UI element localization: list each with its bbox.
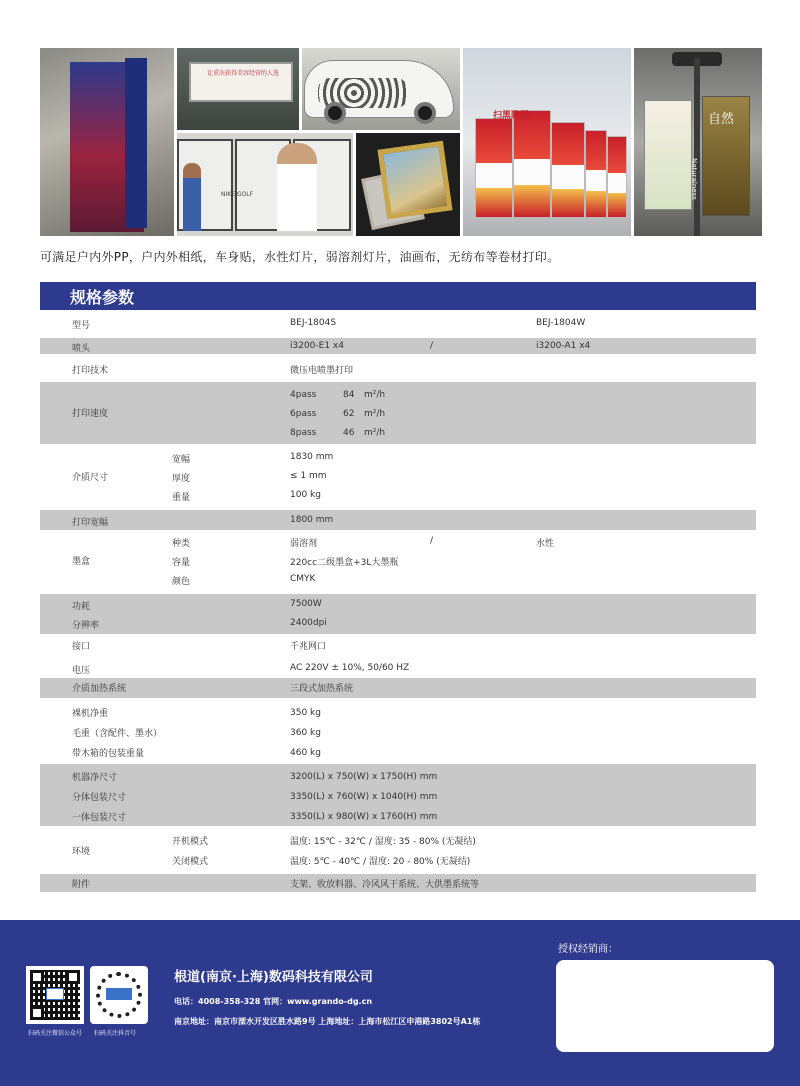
row-label: 接口 <box>72 642 91 652</box>
row-value: ≤ 1 mm <box>290 471 327 481</box>
row-value: 1800 mm <box>290 515 334 525</box>
pole-banner-sub-text: Naturalness <box>690 158 698 200</box>
douyin-code-caption: 扫码关注抖音号 <box>94 1030 137 1037</box>
table-row-environment <box>40 828 756 870</box>
row-value: BEJ-1804W <box>536 318 586 328</box>
product-photo-strip <box>40 48 762 236</box>
speed-unit: m²/h <box>364 409 386 419</box>
row-value: AC 220V ± 10%, 50/60 HZ <box>290 663 410 673</box>
table-row-media <box>40 448 756 508</box>
company-address: 南京地址：南京市溧水开发区胜水路9号 上海地址：上海市松江区申港路3802号A1栋 <box>174 1017 481 1026</box>
photo-bus-stop <box>177 48 299 130</box>
row-label: 电压 <box>72 666 91 676</box>
shirt-brand-text: NIKE GOLF <box>221 191 254 198</box>
row-separator: / <box>430 536 434 546</box>
row-label: 墨盒 <box>72 557 91 567</box>
row-label: 裸机净重 <box>72 709 109 719</box>
row-label: 功耗 <box>72 602 91 612</box>
row-label: 介质加热系统 <box>72 684 127 694</box>
row-value: 220cc二级墨盒+3L大墨瓶 <box>290 558 399 568</box>
row-sublabel: 种类 <box>172 539 191 549</box>
media-caption: 可满足户内外PP，户内外相纸，车身贴，水性灯片，弱溶剂灯片，油画布，无纺布等卷材打印。 <box>40 250 560 264</box>
dealer-label: 授权经销商： <box>558 944 618 955</box>
row-value: 弱溶剂 <box>290 539 318 549</box>
row-value: 微压电喷墨打印 <box>290 366 354 376</box>
row-label: 附件 <box>72 880 91 890</box>
row-value: 1830 mm <box>290 452 334 462</box>
row-value: 360 kg <box>290 728 321 738</box>
spec-section-header <box>40 282 756 310</box>
row-value: 温度: 15℃ - 32℃ / 湿度: 35 - 80% (无凝结) <box>290 837 476 847</box>
photo-rollup-banners <box>463 48 631 236</box>
row-value: 460 kg <box>290 748 321 758</box>
speed-value: 84 <box>343 390 355 400</box>
row-label: 分辨率 <box>72 621 100 631</box>
row-label: 喷头 <box>72 344 91 354</box>
contact-info: 电话：4008-358-328 官网：www.grando-dg.cn <box>174 997 373 1006</box>
row-value: 350 kg <box>290 708 321 718</box>
row-sublabel: 关闭模式 <box>172 857 209 867</box>
speed-value: 62 <box>343 409 355 419</box>
table-row-weight <box>40 700 756 762</box>
row-sublabel: 重量 <box>172 493 191 503</box>
photo-street-pole-banners <box>634 48 762 236</box>
row-label: 型号 <box>72 321 91 331</box>
row-value: CMYK <box>290 574 316 584</box>
row-value: BEJ-1804S <box>290 318 337 328</box>
speed-unit: m²/h <box>364 428 386 438</box>
footer-bar <box>0 920 800 1086</box>
table-row-heating <box>40 678 756 698</box>
pole-banner-main-text: 自然 <box>708 112 735 127</box>
table-row-accessories <box>40 874 756 892</box>
row-value: 3350(L) x 980(W) x 1760(H) mm <box>290 812 438 822</box>
photo-canvas-frames <box>356 133 460 236</box>
row-sublabel: 宽幅 <box>172 455 191 465</box>
table-row-tech <box>40 358 756 378</box>
row-sublabel: 厚度 <box>172 474 191 484</box>
row-label: 打印速度 <box>72 409 109 419</box>
table-row-power <box>40 594 756 634</box>
wechat-qr-caption: 扫码关注微信公众号 <box>28 1030 83 1037</box>
row-value: i3200-A1 x4 <box>536 341 591 351</box>
row-sublabel: 颜色 <box>172 577 191 587</box>
row-value: 水性 <box>536 539 555 549</box>
company-name: 根道(南京·上海)数码科技有限公司 <box>174 970 373 985</box>
row-label: 带木箱的包装重量 <box>72 749 145 759</box>
row-label: 打印技术 <box>72 366 109 376</box>
photo-lightbox-wall <box>177 133 353 236</box>
row-value: 2400dpi <box>290 618 327 628</box>
row-value: 千兆网口 <box>290 642 327 652</box>
row-label: 机器净尺寸 <box>72 773 118 783</box>
row-value: 3200(L) x 750(W) x 1750(H) mm <box>290 772 438 782</box>
row-value: 支架、收放料器、冷风风干系统、大供墨系统等 <box>290 880 480 890</box>
table-row-head <box>40 338 756 354</box>
row-sublabel: 容量 <box>172 558 191 568</box>
row-label: 介质尺寸 <box>72 473 109 483</box>
table-row-model <box>40 312 756 334</box>
photo-kiosk-display <box>40 48 174 236</box>
wechat-qr-code[interactable] <box>26 966 84 1024</box>
row-label: 环境 <box>72 847 91 857</box>
speed-pass: 8pass <box>290 428 317 438</box>
row-value: 3350(L) x 760(W) x 1040(H) mm <box>290 792 438 802</box>
row-value: 100 kg <box>290 490 321 500</box>
row-separator: / <box>430 341 434 351</box>
speed-pass: 4pass <box>290 390 317 400</box>
douyin-code[interactable] <box>90 966 148 1024</box>
row-value: 温度: 5℃ - 40℃ / 湿度: 20 - 80% (无凝结) <box>290 857 471 867</box>
spec-section-title: 规格参数 <box>70 288 135 307</box>
table-row-interface <box>40 634 756 656</box>
table-row-ink <box>40 532 756 592</box>
row-label: 打印宽幅 <box>72 518 109 528</box>
speed-pass: 6pass <box>290 409 317 419</box>
row-value: i3200-E1 x4 <box>290 341 344 351</box>
banner-title-text: 扫黑除恶 <box>493 111 530 121</box>
row-label: 一体包装尺寸 <box>72 813 127 823</box>
row-label: 分体包装尺寸 <box>72 793 127 803</box>
table-row-speed <box>40 382 756 444</box>
table-row-dimensions <box>40 764 756 826</box>
speed-unit: m²/h <box>364 390 386 400</box>
row-label: 毛重（含配件、墨水） <box>72 729 163 739</box>
table-row-voltage <box>40 658 756 678</box>
dealer-stamp-box <box>556 960 774 1052</box>
speed-value: 46 <box>343 428 355 438</box>
row-sublabel: 开机模式 <box>172 837 209 847</box>
row-value: 7500W <box>290 599 322 609</box>
table-row-print-width <box>40 510 756 530</box>
photo-car-wrap <box>302 48 460 130</box>
row-value: 三段式加热系统 <box>290 684 354 694</box>
bus-stop-sign-text: 让重庆获得美容经营的人选 <box>207 70 280 77</box>
